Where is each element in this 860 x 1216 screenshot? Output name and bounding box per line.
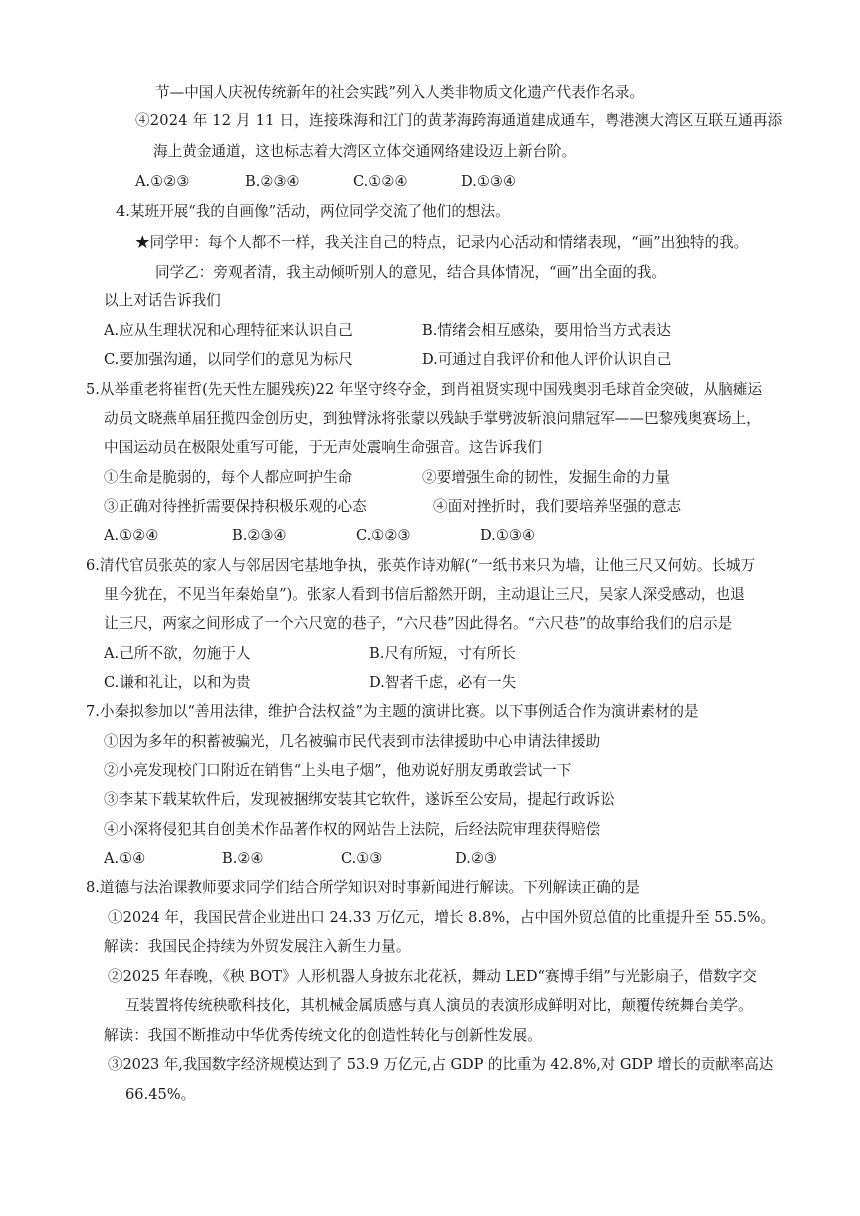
q8-item-2-reading: 解读：我国不断推动中华优秀传统文化的创造性转化与创新性发展。 xyxy=(104,1027,542,1044)
q6-option-c[interactable]: C.谦和礼让，以和为贵 xyxy=(104,674,251,691)
q5-option-d[interactable]: D.①③④ xyxy=(480,527,536,544)
q3-item4-line2: 海上黄金通道，这也标志着大湾区立体交通网络建设迈上新台阶。 xyxy=(153,143,577,160)
q7-option-c[interactable]: C.①③ xyxy=(341,850,383,867)
q5-stem-line3: 中国运动员在极限处重写可能，于无声处震响生命强音。这告诉我们 xyxy=(104,439,542,456)
q7-item-1: ①因为多年的积蓄被骗光，几名被骗市民代表到市法律援助中心申请法律援助 xyxy=(104,733,601,750)
q4-option-d[interactable]: D.可通过自我评价和他人评价认识自己 xyxy=(422,351,672,368)
q5-stem-line1: 5.从举重老将崔哲(先天性左腿残疾)22 年坚守终夺金，到肖祖贤实现中国残奥羽毛球首金突破，从脑瘫运 xyxy=(86,381,763,398)
q8-item-2-line2: 互装置将传统秧歌科技化，其机械金属质感与真人演员的表演形成鲜明对比，颠覆传统舞台美学。 xyxy=(125,997,753,1014)
q4-prompt: 以上对话告诉我们 xyxy=(104,292,221,309)
q7-option-d[interactable]: D.②③ xyxy=(455,850,497,867)
q5-option-a[interactable]: A.①②④ xyxy=(104,527,159,544)
q3-item3-continuation: 节—中国人庆祝传统新年的社会实践”列入人类非物质文化遗产代表作名录。 xyxy=(155,84,645,101)
q8-stem: 8.道德与法治课教师要求同学们结合所学知识对时事新闻进行解读。下列解读正确的是 xyxy=(86,879,640,896)
q4-student-a: ★同学甲：每个人都不一样，我关注自己的特点，记录内心活动和情绪表现，“画”出独特的我。 xyxy=(135,234,749,251)
q7-option-a[interactable]: A.①④ xyxy=(104,850,146,867)
q7-option-b[interactable]: B.②④ xyxy=(222,850,264,867)
q6-option-b[interactable]: B.尺有所短，寸有所长 xyxy=(369,645,516,662)
q5-item-3: ③正确对待挫折需要保持积极乐观的心态 xyxy=(104,498,367,515)
q4-stem: 4.某班开展“我的自画像”活动，两位同学交流了他们的想法。 xyxy=(116,203,510,220)
q8-item-1-reading: 解读：我国民企持续为外贸发展注入新生力量。 xyxy=(104,938,411,955)
q3-option-a[interactable]: A.①②③ xyxy=(135,173,190,190)
q3-option-c[interactable]: C.①②④ xyxy=(353,173,408,190)
q3-option-d[interactable]: D.①③④ xyxy=(461,173,517,190)
q8-item-1: ①2024 年，我国民营企业进出口 24.33 万亿元，增长 8.8%，占中国外贸总值的比重提升至 55.5%。 xyxy=(108,909,776,926)
q8-item-3-line1: ③2023 年,我国数字经济规模达到了 53.9 万亿元,占 GDP 的比重为 42.8%,对 GDP 增长的贡献率高达 xyxy=(108,1056,774,1073)
q6-option-a[interactable]: A.己所不欲，勿施于人 xyxy=(104,645,251,662)
q7-item-4: ④小深将侵犯其自创美术作品著作权的网站告上法院，后经法院审理获得赔偿 xyxy=(104,821,601,838)
q5-item-1: ①生命是脆弱的，每个人都应呵护生命 xyxy=(104,469,353,486)
q4-option-a[interactable]: A.应从生理状况和心理特征来认识自己 xyxy=(104,322,353,339)
q5-item-2: ②要增强生命的韧性，发掘生命的力量 xyxy=(422,469,671,486)
q4-student-b: 同学乙：旁观者清，我主动倾听别人的意见，结合具体情况，“画”出全面的我。 xyxy=(155,264,667,281)
q6-option-d[interactable]: D.智者千虑，必有一失 xyxy=(369,674,517,691)
q7-item-3: ③李某下载某软件后，发现被捆绑安装其它软件，遂诉至公安局，提起行政诉讼 xyxy=(104,791,615,808)
q6-stem-line2: 里今犹在，不见当年秦始皇”)。张家人看到书信后豁然开朗，主动退让三尺，吴家人深受感动，也退 xyxy=(104,586,745,603)
q3-item4-line1: ④2024 年 12 月 11 日，连接珠海和江门的黄茅海跨海通道建成通车，粤港澳大湾区互联互通再添 xyxy=(135,112,783,129)
q8-item-2-line1: ②2025 年春晚，《秧 BOT》人形机器人身披东北花袄，舞动 LED“赛博手绢”与光影扇子，借数字交 xyxy=(108,968,757,985)
q8-item-3-line2: 66.45%。 xyxy=(125,1086,196,1103)
q7-item-2: ②小亮发现校门口附近在销售“上头电子烟”，他劝说好朋友勇敢尝试一下 xyxy=(104,762,572,779)
q3-option-b[interactable]: B.②③④ xyxy=(245,173,300,190)
q5-stem-line2: 动员文晓燕单届狂揽四金创历史，到独臂泳将张蒙以残缺手掌劈波斩浪问鼎冠军——巴黎残奥赛场上， xyxy=(104,410,761,427)
q4-option-c[interactable]: C.要加强沟通，以同学们的意见为标尺 xyxy=(104,351,353,368)
q7-stem: 7.小秦拟参加以“善用法律，维护合法权益”为主题的演讲比赛。以下事例适合作为演讲素材的是 xyxy=(86,703,699,720)
q5-item-4: ④面对挫折时，我们要培养坚强的意志 xyxy=(433,498,682,515)
q6-stem-line3: 让三尺，两家之间形成了一个六尺宽的巷子，“六尺巷”因此得名。“六尺巷”的故事给我们的启示是 xyxy=(104,615,733,632)
q5-option-b[interactable]: B.②③④ xyxy=(232,527,287,544)
q4-option-b[interactable]: B.情绪会相互感染，要用恰当方式表达 xyxy=(422,322,671,339)
q5-option-c[interactable]: C.①②③ xyxy=(356,527,411,544)
q6-stem-line1: 6.清代官员张英的家人与邻居因宅基地争执，张英作诗劝解(“一纸书来只为墙，让他三尺又何妨。长城万 xyxy=(86,557,756,574)
